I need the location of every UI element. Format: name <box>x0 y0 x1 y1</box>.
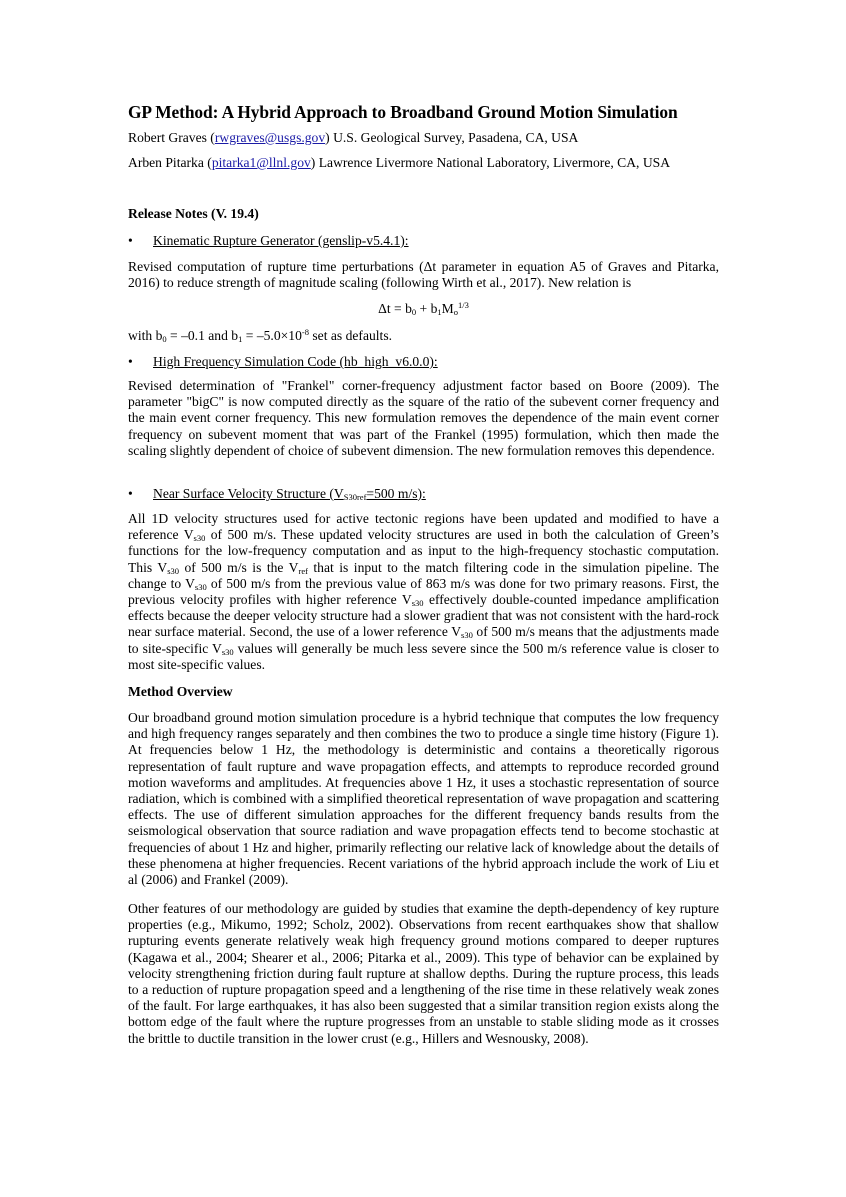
method-overview-heading: Method Overview <box>128 684 233 699</box>
bullet-icon: • <box>128 486 133 501</box>
author-email-link[interactable]: rwgraves@usgs.gov <box>214 130 326 145</box>
bullet-label: Kinematic Rupture Generator (genslip-v5.4.1): <box>153 233 409 248</box>
author-email-link[interactable]: pitarka1@llnl.gov <box>211 155 311 170</box>
paragraph-method-overview-1: Our broadband ground motion simulation procedure is a hybrid technique that computes the low frequency and high frequency ranges separately and then combines the two to produce a single time history (Figure 1). At frequencies below 1 Hz, the methodology is deterministic and contains a theoretically rigorous representation of fault rupture and wave propagation effects, and attempts to reproduce recorded ground motion waveforms and amplitudes. At frequencies above 1 Hz, it uses a stochastic representation of source radiation, which is combined with a simplified theoretical representation of wave propagation and scattering effects. The use of different simulation approaches for the different frequency bands results from the seismological observation that source radiation and wave propagation effects tend to become stochastic at frequencies of about 1 Hz and higher, primarily reflecting our relative lack of knowledge about the details of these phenomena at higher frequencies. Recent variations of the hybrid approach include the work of Liu et al (2006) and Frankel (2009). <box>128 710 719 888</box>
bullet-label: Near Surface Velocity Structure ($V_{S30ref}=500$ m/s): <box>153 486 426 502</box>
paragraph-high-frequency: Revised determination of "Frankel" corner-frequency adjustment factor based on Boore (2009). The parameter "bigC" is now computed directly as the square of the ratio of the subevent corner frequency and the main event corner frequency. This new formulation removes the dependence of the main event corner frequency on subevent moment that was part of the Frankel (1995) formulation, which then made the scaling slightly dependent of choice of subevent dimension. The new formulation removes this dependence. <box>128 378 719 458</box>
paragraph-defaults: with $b_0 = -0.1$ and $b_1 = -5.0\times 10^{-8}$ set as defaults. <box>128 327 393 344</box>
author-line-pitarka: Arben Pitarka (pitarka1@llnl.gov) Lawrence Livermore National Laboratory, Livermore, CA, USA <box>128 155 671 170</box>
bullet-near-surface <box>128 486 426 502</box>
equation-delta-t: $\Delta t = b_0 + b_1M_o^{1/3}$ <box>378 300 469 317</box>
author-name: Arben Pitarka <box>128 155 204 170</box>
release-notes-heading: Release Notes (V. 19.4) <box>128 206 259 221</box>
bullet-icon: • <box>128 233 133 248</box>
bullet-icon: • <box>128 354 133 369</box>
document-title: GP Method: A Hybrid Approach to Broadband Ground Motion Simulation <box>128 102 678 122</box>
paragraph-kinematic-rupture: Revised computation of rupture time perturbations (Δt parameter in equation A5 of Graves and Pitarka, 2016) to reduce strength of magnitude scaling (following Wirth et al., 2017). New relation is <box>128 259 719 291</box>
author-affiliation: Lawrence Livermore National Laboratory, Livermore, CA, USA <box>318 155 671 170</box>
bullet-kinematic-rupture <box>128 233 409 249</box>
author-name: Robert Graves <box>128 130 207 145</box>
bullet-high-frequency <box>128 354 438 370</box>
bullet-label: High Frequency Simulation Code (hb_high_v6.0.0): <box>153 354 438 369</box>
paragraph-method-overview-2: Other features of our methodology are guided by studies that examine the depth-dependency of key rupture properties (e.g., Mikumo, 1992; Scholz, 2002). Observations from recent earthquakes show that shallow rupturing events generate relatively weak high frequency ground motions compared to deeper ruptures (Kagawa et al., 2004; Shearer et al., 2006; Pitarka et al., 2009). This type of behavior can be explained by velocity strengthening friction during fault rupture at shallow depths. During the rupture process, this leads to a reduction of rupture propagation speed and a lengthening of the rise time in these relatively weak zones of the fault. For large earthquakes, it has also been suggested that a similar transition region exists along the bottom edge of the fault where the rupture progresses from an unstable to stable sliding mode as it crosses the brittle to ductile transition in the lower crust (e.g., Hillers and Wesnousky, 2008). <box>128 901 719 1046</box>
paragraph-near-surface: All 1D velocity structures used for active tectonic regions have been updated and modified to have a reference $V_{s30}$ of 500 m/s. These updated velocity structures are used in both the calculation of Green’s functions for the low-frequency computation and as input to the high-frequency stochastic computation. This $V_{s30}$ of 500 m/s is the $V_{ref}$ that is input to the match filtering code in the simulation pipeline. The change to $V_{s30}$ of 500 m/s from the previous value of 863 m/s was done for two primary reasons. First, the previous velocity profiles with higher reference $V_{s30}$ effectively double-counted impedance amplification effects because the deeper velocity structure had a slower gradient that was not consistent with the hard-rock near surface material. Second, the use of a lower reference $V_{s30}$ of 500 m/s means that the adjustments made to site-specific $V_{s30}$ values will generally be much less severe since the 500 m/s reference value is closer to most site-specific values. <box>128 511 720 672</box>
author-affiliation: U.S. Geological Survey, Pasadena, CA, USA <box>333 130 579 145</box>
author-line-graves: Robert Graves (rwgraves@usgs.gov) U.S. Geological Survey, Pasadena, CA, USA <box>128 130 579 145</box>
